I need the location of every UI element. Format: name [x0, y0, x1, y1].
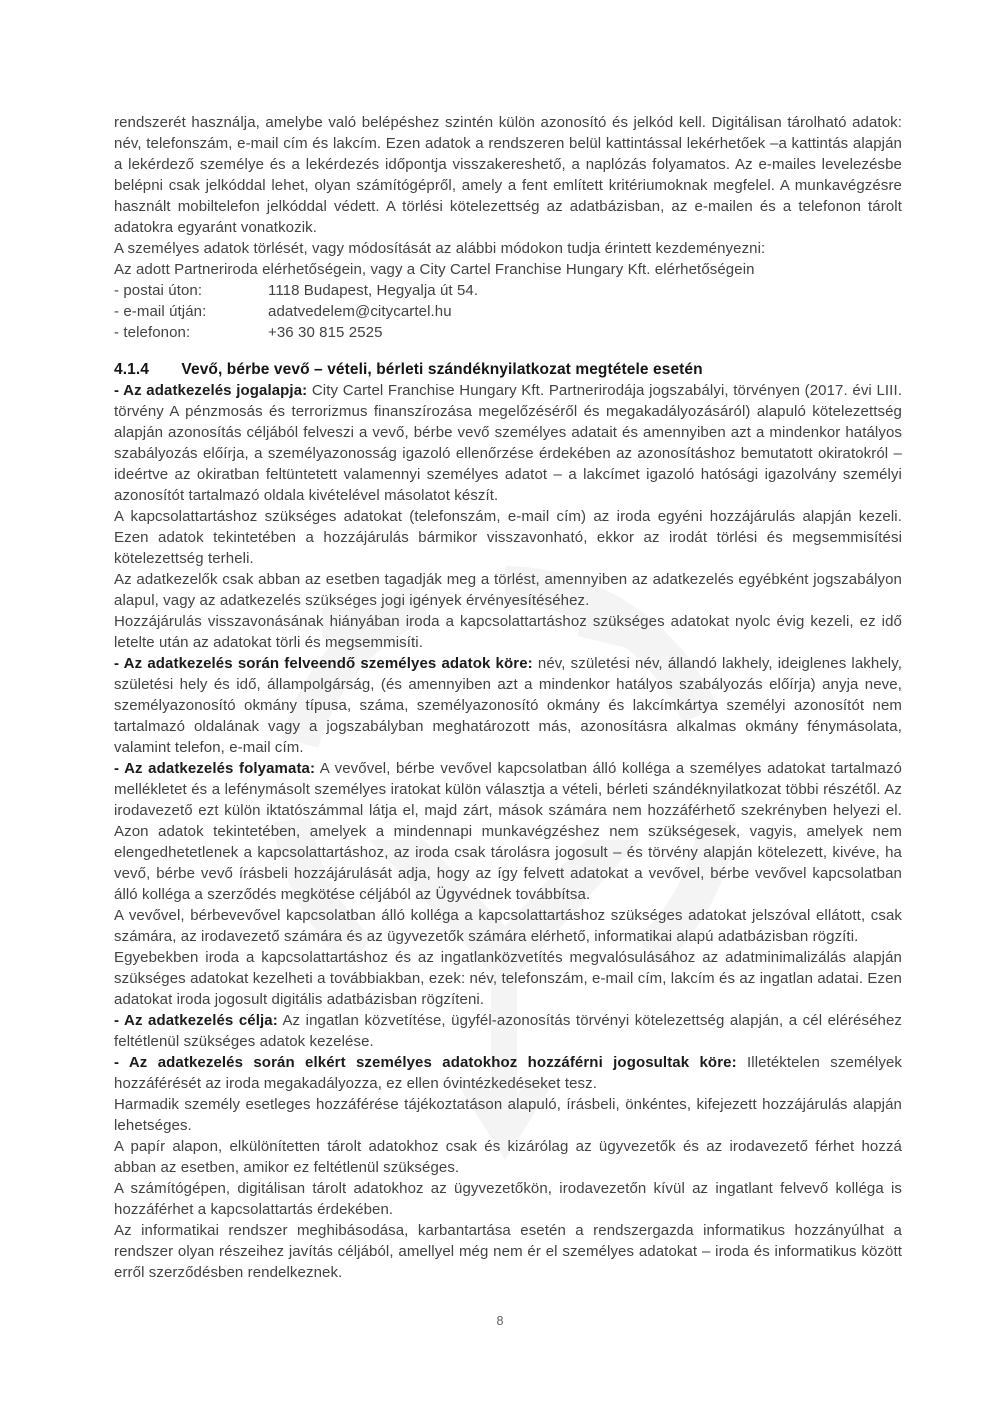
paragraph-processing-purpose — [114, 1010, 902, 1052]
contact-row-postal — [114, 280, 902, 301]
page-footer — [0, 1312, 1000, 1330]
contact-row-email — [114, 301, 902, 322]
label-personal-data-scope: - Az adatkezelés során felveendő személyes adatok köre: — [114, 655, 533, 672]
label-processing-workflow: - Az adatkezelés folyamata: — [114, 760, 316, 777]
text-personal-data-scope: név, születési név, állandó lakhely, ideiglenes lakhely, születési hely és idő, állampolgárság, (és amennyiben azt a mindenkor hatályos szabályozás előírja) anyja neve, személyazonosító okmány típusa, száma, személyazonosító okmány és lakcímkártya személyi azonosítót nem tartalmazó oldalának vagy a jogszabályban meghatározott más, azonosításra alkalmas okmány fénymásolata, valamint telefon, e-mail cím. — [114, 655, 902, 756]
paragraph-digital-storage-access: A számítógépen, digitálisan tárolt adatokhoz az ügyvezetőkön, irodavezetőn kívül az ingatlant felvevő kolléga is hozzáférhet a kapcsolattartás érdekében. — [114, 1180, 902, 1218]
section-heading-4-1-4 — [114, 359, 902, 380]
paragraph-contact-data-consent: A kapcsolattartáshoz szükséges adatokat (telefonszám, e-mail cím) az iroda egyéni hozzájárulás alapján kezeli. Ezen adatok tekintetében a hozzájárulás bármikor visszavonható, ekkor az irodát törlési és megsemmisítési kötelezettség terheli. — [114, 508, 902, 567]
paragraph-retention-eight-years: Hozzájárulás visszavonásának hiányában iroda a kapcsolattartáshoz szükséges adatokat nyolc évig kezeli, ez idő letelte után az adatokat törli és megsemmisíti. — [114, 613, 902, 651]
paragraph-paper-storage-access: A papír alapon, elkülönítetten tárolt adatokhoz csak és kizárólag az ügyvezetők és az irodavezető férhet hozzá abban az esetben, amikor ez feltétlenül szükséges. — [114, 1138, 902, 1176]
page-number: 8 — [496, 1314, 504, 1328]
paragraph-third-party-access: Harmadik személy esetleges hozzáférése tájékoztatáson alapuló, írásbeli, önkéntes, kifejezett hozzájárulás alapján lehetséges. — [114, 1096, 902, 1134]
contact-value-phone-number: +36 30 815 2525 — [268, 324, 383, 341]
paragraph-contact-channels-intro: Az adott Partneriroda elérhetőségein, vagy a City Cartel Franchise Hungary Kft. elérhetőségein — [114, 261, 755, 278]
paragraph-continuation-system-access: rendszerét használja, amelybe való belépéshez szintén külön azonosító és jelkód kell. Digitálisan tárolható adatok: név, telefonszám, e-mail cím és lakcím. Ezen adatok a rendszeren belül kattintással lekérhetőek –a kattintás alapján a lekérdező személye és a lekérdezés időpontja visszakereshető, a naplózás folyamatos. Az e-mailes levelezésbe belépni csak jelkóddal lehet, olyan számítógépről, amely a fent említett kritériumoknak megfelel. A munkavégzésre használt mobiltelefon jelkóddal védett. A törlési kötelezettség az adatbázisban, az e-mailen és a telefonon tárolt adatokra egyaránt vonatkozik. — [114, 114, 902, 236]
document-content — [114, 112, 902, 1283]
paragraph-access-rights — [114, 1052, 902, 1094]
contact-value-email-address: adatvedelem@citycartel.hu — [268, 303, 452, 320]
paragraph-deletion-refusal: Az adatkezelők csak abban az esetben tagadják meg a törlést, amennyiben az adatkezelés egyébként jogszabályon alapul, vagy az adatkezelés szükséges jogi igények érvényesítéséhez. — [114, 571, 902, 609]
contact-value-postal-address: 1118 Budapest, Hegyalja út 54. — [268, 282, 479, 299]
paragraph-it-maintenance: Az informatikai rendszer meghibásodása, karbantartása esetén a rendszergazda informatikus hozzányúlhat a rendszer olyan részeihez javítás céljából, amellyel még nem ér el személyes adatokat – iroda és informatikus között erről szerződésben rendelkeznek. — [114, 1222, 902, 1281]
section-title: Vevő, bérbe vevő – vételi, bérleti szándéknyilatkozat megtétele esetén — [181, 361, 703, 378]
text-processing-workflow: A vevővel, bérbe vevővel kapcsolatban álló kolléga a személyes adatokat tartalmazó mellékletet és a lefénymásolt személyes iratokat külön választja a vételi, bérleti szándéknyilatkozat többi részétől. Az irodavezető ezt külön iktatószámmal látja el, majd zárt, mások számára nem hozzáférhető szekrényben helyezi el. Azon adatok tekintetében, amelyek a mindennapi munkavégzéshez nem szükségesek, vagyis, amelyek nem elengedhetetlenek a kapcsolattartáshoz, az iroda csak tárolásra jogosult – és törvény alapján kötelezett, kivéve, ha vevő, bérbe vevő írásbeli hozzájárulását adja, hogy az így felvett adatokat a vevővel, bérbe vevővel kapcsolatban álló kolléga a szerződés megkötése céljából az Ügyvédnek továbbítsa. — [114, 760, 903, 903]
paragraph-legal-basis — [114, 380, 902, 506]
contact-label-postal: - postai úton: — [114, 282, 203, 299]
paragraph-personal-data-scope — [114, 653, 902, 758]
paragraph-deletion-intro: A személyes adatok törlését, vagy módosítását az alábbi módokon tudja érintett kezdeményezni: — [114, 240, 766, 257]
section-number: 4.1.4 — [114, 361, 149, 378]
paragraph-password-protected-database: A vevővel, bérbevevővel kapcsolatban álló kolléga a kapcsolattartáshoz szükséges adatokat jelszóval ellátott, csak számára, az irodavezető számára és az ügyvezetők számára elérhető, informatikai alapú adatbázisban rögzíti. — [114, 907, 902, 945]
label-legal-basis: - Az adatkezelés jogalapja: — [114, 382, 308, 399]
label-processing-purpose: - Az adatkezelés célja: — [114, 1012, 278, 1029]
text-processing-purpose: Az ingatlan közvetítése, ügyfél-azonosítás törvényi kötelezettség alapján, a cél eléréséhez feltétlenül szükséges adatok kezelése. — [114, 1012, 902, 1050]
contact-label-email: - e-mail útján: — [114, 303, 207, 320]
paragraph-data-minimization: Egyebekben iroda a kapcsolattartáshoz és az ingatlanközvetítés megvalósulásához az adatminimalizálás alapján szükséges adatokat kezelheti a továbbiakban, ezek: név, telefonszám, e-mail cím, lakcím és az ingatlan adatai. Ezen adatokat iroda jogosult digitális adatbázisban rögzíteni. — [114, 949, 902, 1008]
label-access-rights: - Az adatkezelés során elkért személyes adatokhoz hozzáférni jogosultak köre: — [114, 1054, 737, 1071]
contact-label-phone: - telefonon: — [114, 324, 191, 341]
text-access-rights: Illetéktelen személyek hozzáférését az iroda megakadályozza, ez ellen óvintézkedéseket tesz. — [114, 1054, 903, 1092]
contact-row-phone — [114, 322, 902, 343]
text-legal-basis: City Cartel Franchise Hungary Kft. Partnerirodája jogszabályi, törvényen (2017. évi LIII. törvény A pénzmosás és terrorizmus finanszírozása megelőzéséről és megakadályozásáról) alapuló kötelezettség alapján azonosítás céljából felveszi a vevő, bérbe vevő személyes adatait és amennyiben azt a mindenkor hatályos szabályozás előírja, a személyazonosság igazoló ellenőrzése érdekében az azonosításhoz bemutatott okiratokról – ideértve az okiratban feltüntetett valamennyi személyes adatot – a lakcímet igazoló hatósági igazolvány személyi azonosítót tartalmazó oldala kivételével másolatot készít. — [114, 382, 902, 504]
paragraph-processing-workflow — [114, 758, 902, 905]
